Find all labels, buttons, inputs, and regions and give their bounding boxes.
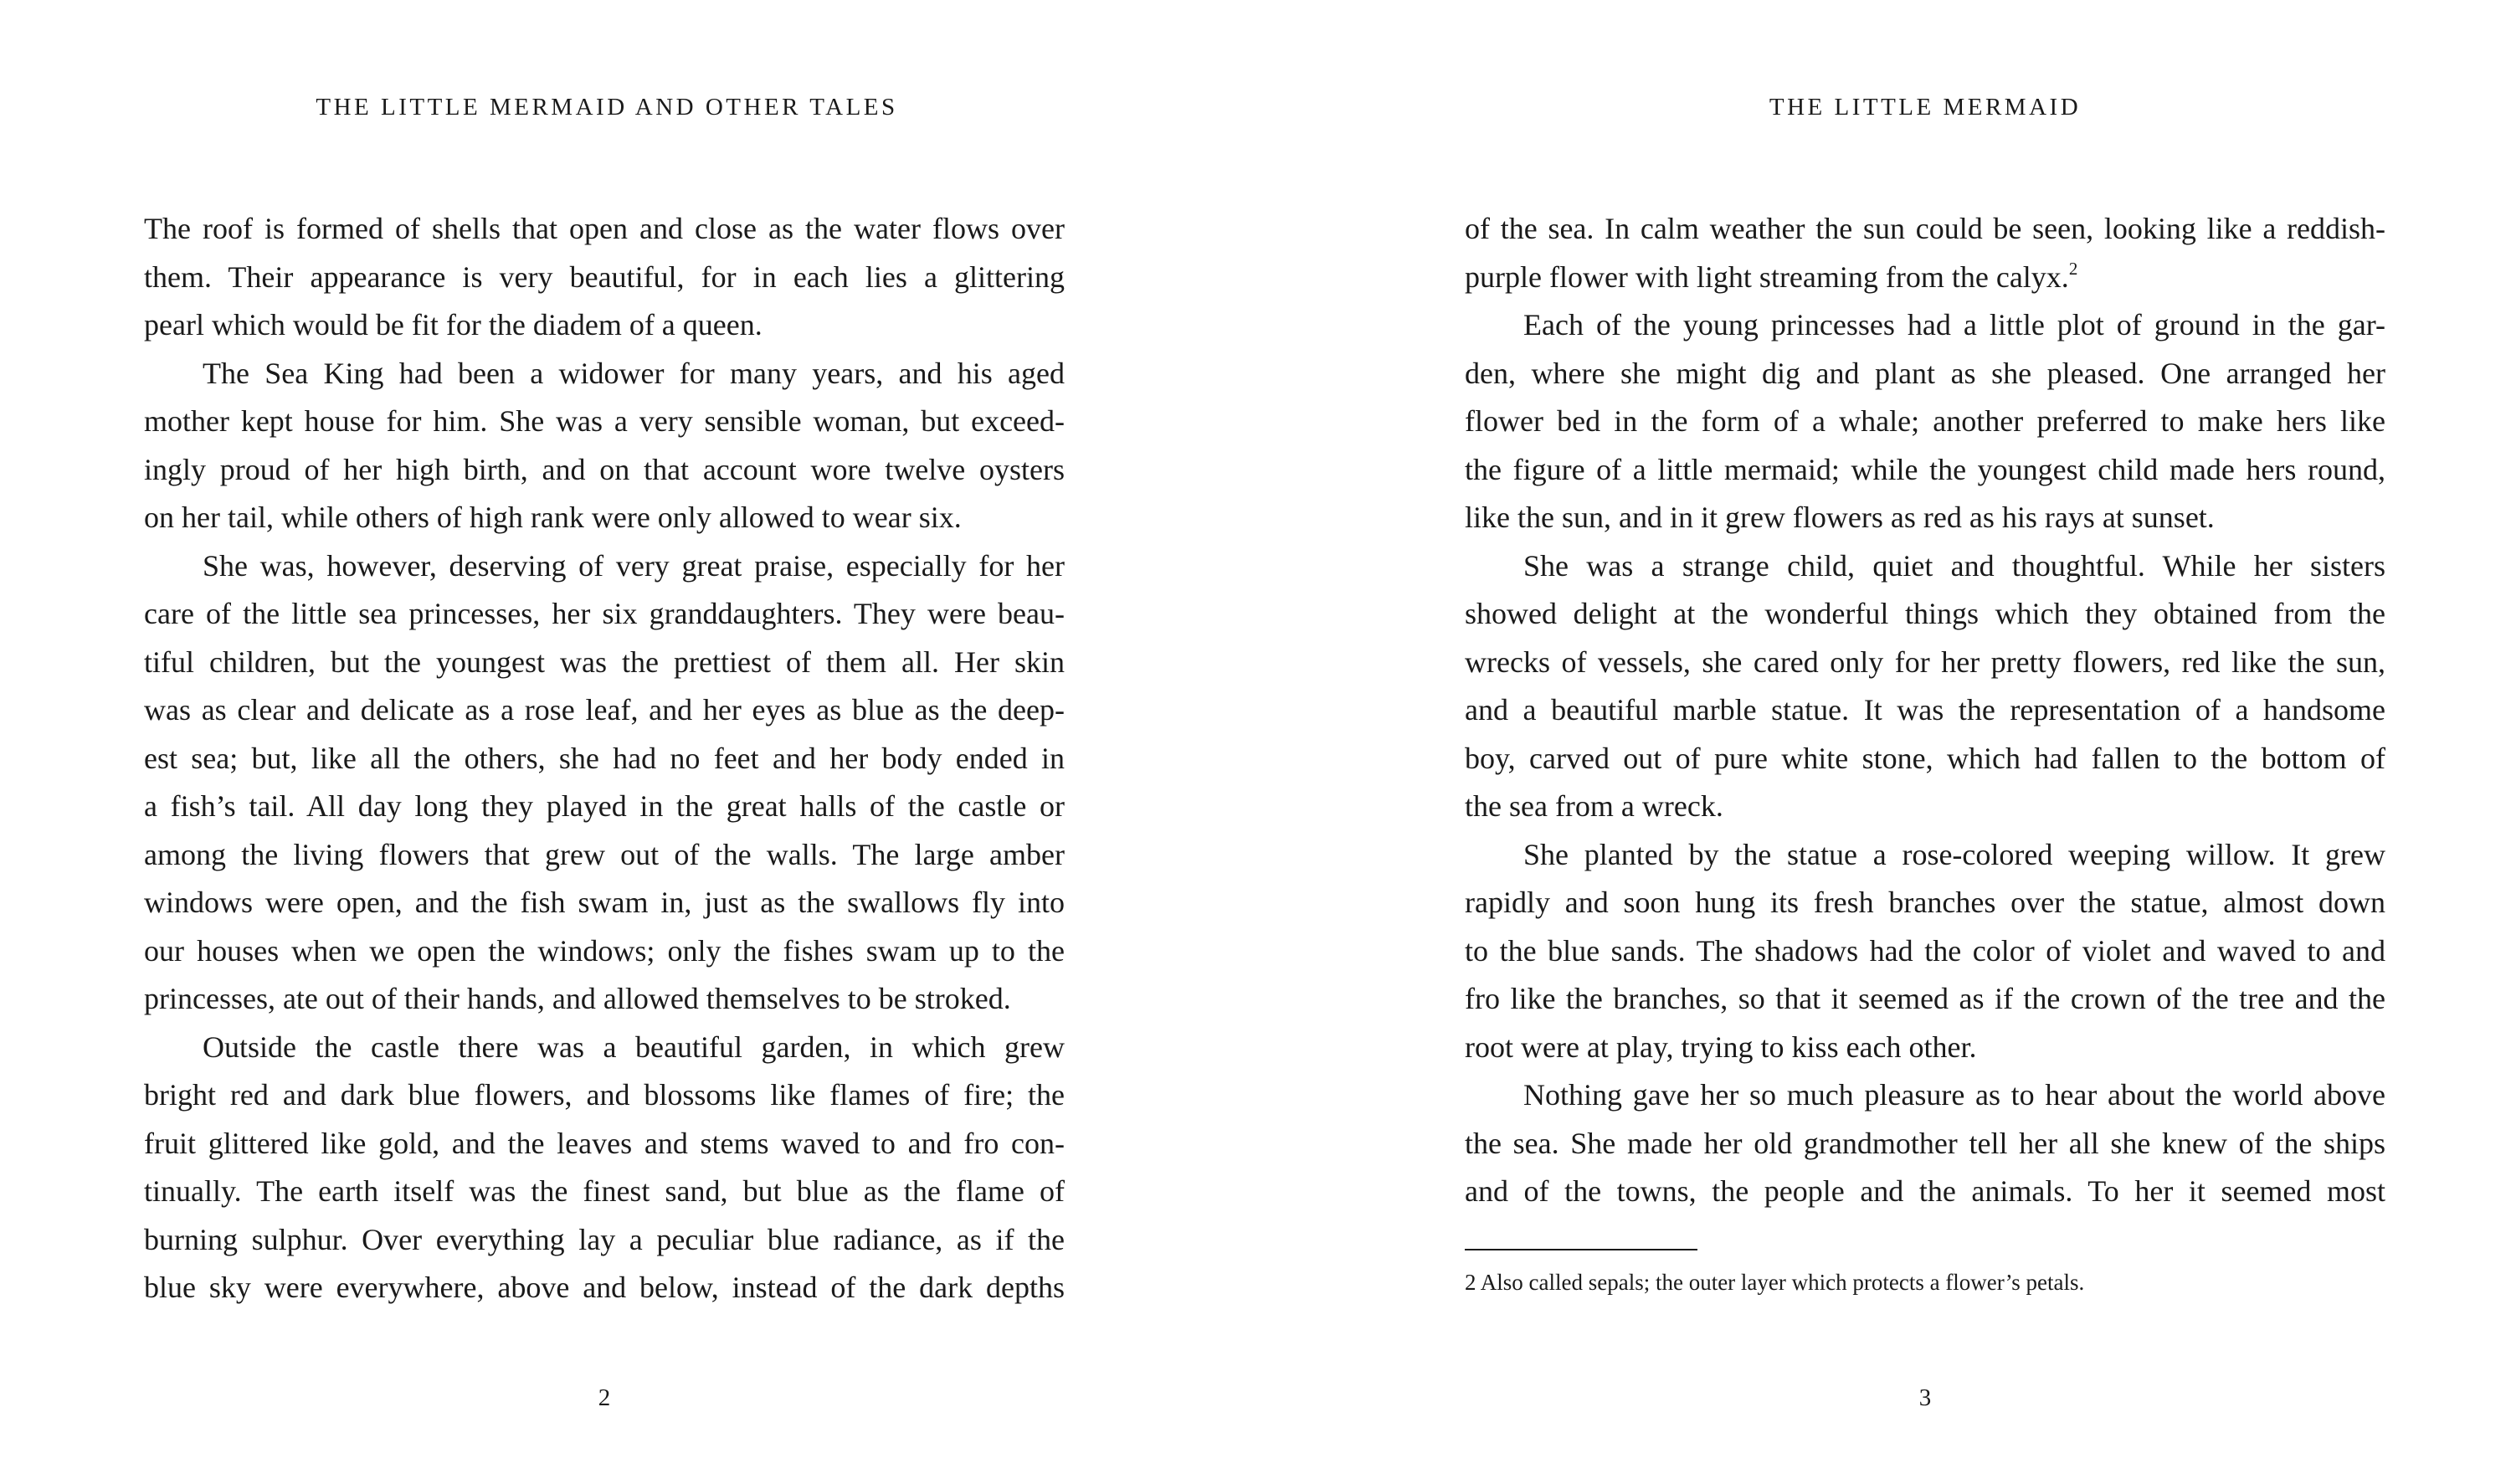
- text-line: like the sun, and in it grew flowers as red as his rays at sunset.: [1465, 501, 2215, 534]
- text-line: burning sulphur. Over everything lay a peculiar blue radiance, as if the: [144, 1222, 1065, 1256]
- text-line: a fish’s tail. All day long they played in the great halls of the castle or: [144, 789, 1065, 823]
- text-line: bright red and dark blue flowers, and blossoms like flames of fire; the: [144, 1078, 1065, 1112]
- text-line: blue sky were everywhere, above and below, instead of the dark depths: [144, 1271, 1065, 1304]
- paragraph-first-line: Each of the young princesses had a little plot of ground in the gar-: [1523, 308, 2385, 341]
- text-line: mother kept house for him. She was a very sensible woman, but exceed-: [144, 404, 1065, 438]
- running-head: THE LITTLE MERMAID AND OTHER TALES: [316, 94, 898, 121]
- text-line: ingly proud of her high birth, and on that account wore twelve oysters: [144, 452, 1065, 486]
- paragraph-first-line: The Sea King had been a widower for many years, and his aged: [203, 356, 1065, 390]
- text-line: on her tail, while others of high rank were only allowed to wear six.: [144, 501, 962, 534]
- text-line: flower bed in the form of a whale; another preferred to make hers like: [1465, 404, 2385, 438]
- left-page: [144, 0, 1065, 1484]
- text-line: of the sea. In calm weather the sun could be seen, looking like a reddish-: [1465, 212, 2385, 245]
- text-line: fruit glittered like gold, and the leaves and stems waved to and fro con-: [144, 1126, 1065, 1160]
- text-line-content: purple flower with light streaming from the calyx.: [1465, 259, 2069, 294]
- text-line: among the living flowers that grew out of the walls. The large amber: [144, 837, 1065, 871]
- text-line: the figure of a little mermaid; while the youngest child made hers round,: [1465, 452, 2385, 486]
- text-line: wrecks of vessels, she cared only for her pretty flowers, red like the sun,: [1465, 644, 2385, 679]
- footnote-rule: [1465, 1249, 1697, 1250]
- text-line: the sea. She made her old grandmother tell her all she knew of the ships: [1465, 1126, 2385, 1160]
- body-text: [1465, 205, 2385, 1216]
- text-line: our houses when we open the windows; only the fishes swam up to the: [144, 933, 1065, 968]
- text-line: root were at play, trying to kiss each other.: [1465, 1030, 1977, 1064]
- paragraph-first-line: Outside the castle there was a beautiful garden, in which grew: [203, 1030, 1065, 1064]
- text-line: The roof is formed of shells that open and close as the water flows over: [144, 212, 1065, 245]
- text-line: fro like the branches, so that it seemed as if the crown of the tree and the: [1465, 982, 2385, 1015]
- text-line: pearl which would be fit for the diadem of a queen.: [144, 308, 763, 341]
- text-line: and of the towns, the people and the animals. To her it seemed most: [1465, 1174, 2385, 1208]
- text-line: est sea; but, like all the others, she had no feet and her body ended in: [144, 741, 1065, 775]
- paragraph-first-line: She was a strange child, quiet and thoughtful. While her sisters: [1523, 548, 2385, 583]
- text-line: to the blue sands. The shadows had the color of violet and waved to and: [1465, 933, 2385, 968]
- text-line: showed delight at the wonderful things which they obtained from the: [1465, 597, 2385, 630]
- text-line: them. Their appearance is very beautiful, for in each lies a glittering: [144, 259, 1065, 294]
- paragraph-first-line: Nothing gave her so much pleasure as to hear about the world above: [1523, 1078, 2385, 1112]
- text-line: boy, carved out of pure white stone, which had fallen to the bottom of: [1465, 741, 2385, 775]
- text-line: tiful children, but the youngest was the prettiest of them all. Her skin: [144, 644, 1065, 679]
- text-line: princesses, ate out of their hands, and allowed themselves to be stroked.: [144, 982, 1011, 1015]
- text-line: rapidly and soon hung its fresh branches over the statue, almost down: [1465, 886, 2385, 919]
- text-line: tinually. The earth itself was the finest sand, but blue as the flame of: [144, 1174, 1065, 1208]
- text-line: was as clear and delicate as a rose leaf, and her eyes as blue as the deep-: [144, 693, 1065, 727]
- paragraph-first-line: She was, however, deserving of very great praise, especially for her: [203, 548, 1065, 583]
- text-line: care of the little sea princesses, her six granddaughters. They were beau-: [144, 597, 1065, 630]
- text-line: windows were open, and the fish swam in, just as the swallows fly into: [144, 886, 1065, 919]
- page-number: 2: [598, 1384, 611, 1411]
- page-number: 3: [1918, 1384, 1932, 1411]
- text-line: den, where she might dig and plant as she pleased. One arranged her: [1465, 356, 2385, 390]
- right-page: [1465, 0, 2385, 1484]
- body-text: [144, 205, 1065, 1312]
- footnote: 2 Also called sepals; the outer layer which protects a flower’s petals.: [1465, 1270, 2085, 1295]
- text-line: [1465, 254, 2385, 302]
- text-line: and a beautiful marble statue. It was the representation of a handsome: [1465, 693, 2385, 727]
- running-head: THE LITTLE MERMAID: [1769, 94, 2082, 121]
- footnote-reference[interactable]: 2: [2068, 258, 2078, 279]
- paragraph-first-line: She planted by the statue a rose-colored weeping willow. It grew: [1523, 837, 2385, 871]
- text-line: the sea from a wreck.: [1465, 789, 1723, 823]
